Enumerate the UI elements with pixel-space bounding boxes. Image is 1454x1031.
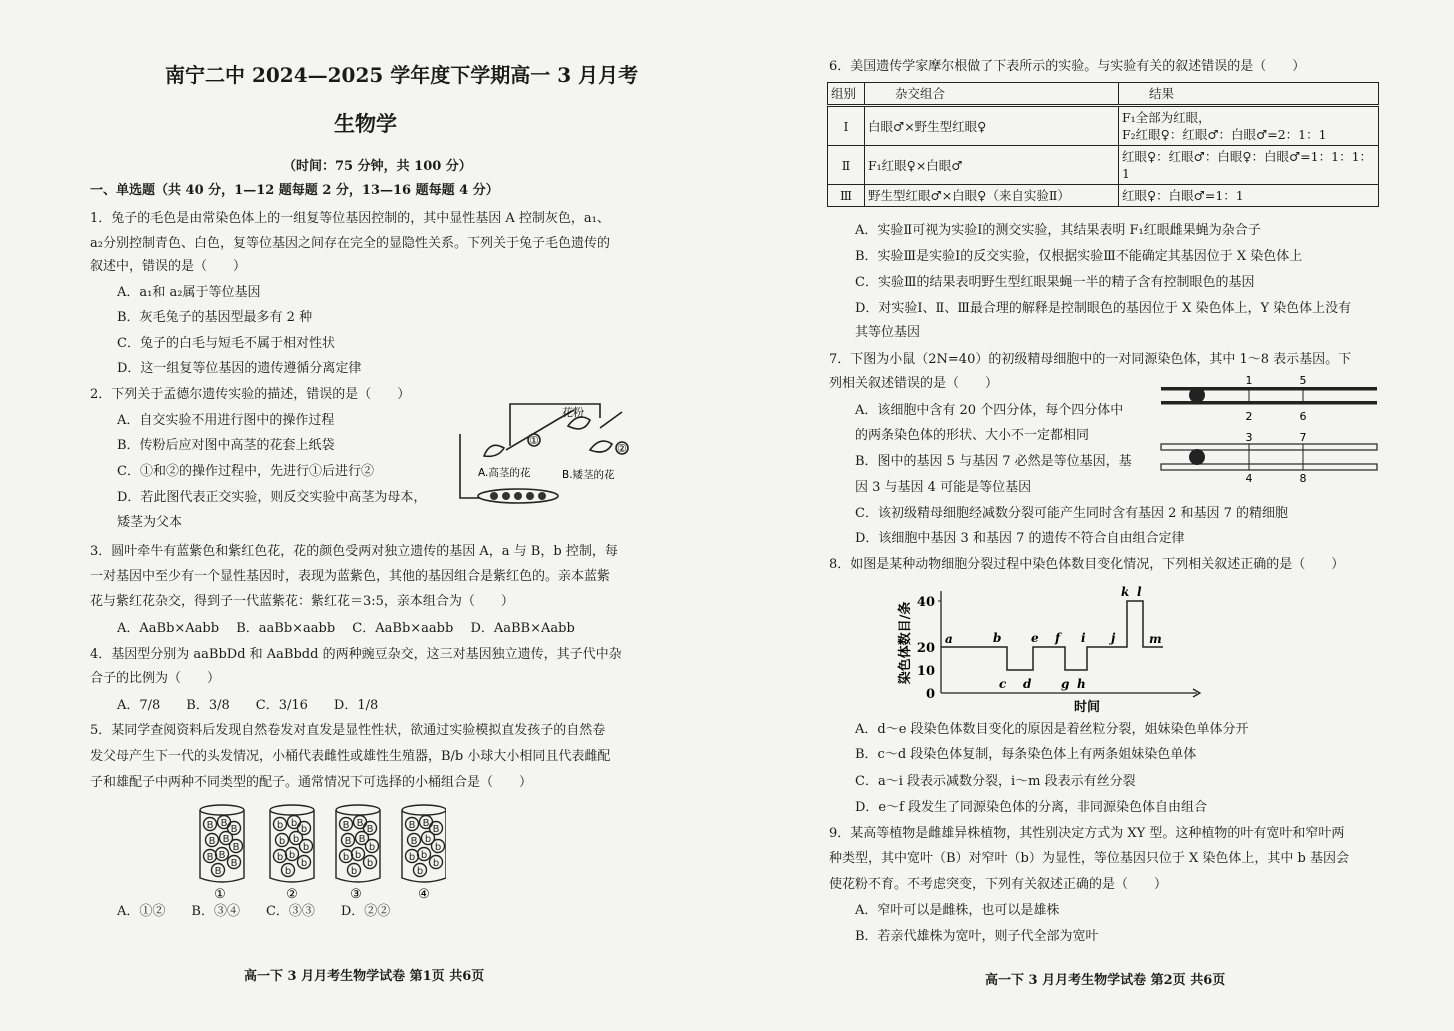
page-1-footer: 高一下 3 月月考生物学试卷 第1页 共6页 <box>244 969 485 984</box>
q6-option-d-line1: D．对实验Ⅰ、Ⅱ、Ⅲ最合理的解释是控制眼色的基因位于 X 染色体上，Y 染色体上没有 <box>855 301 1352 316</box>
q4-stem-line1: 4．基因型分别为 aaBbDd 和 AaBbdd 的两种豌豆杂交，这三对基因独立遗传，其子代中杂 <box>90 647 622 662</box>
ball-label: B <box>344 836 352 847</box>
chromosome-figure <box>1157 373 1387 485</box>
q3-stem-line2: 一对基因中至少有一个显性基因时，表现为蓝紫色，其他的基因组合是紫红色的。亲本蓝紫 <box>90 569 611 584</box>
q1-stem-line2: a₂分别控制青色、白色，复等位基因之间存在完全的显隐性关系。下列关于兔子毛色遗传的 <box>90 236 610 251</box>
y-tick-label: 0 <box>925 687 935 702</box>
gene-7: 7 <box>1299 431 1307 444</box>
point-label-b: b <box>993 631 1002 645</box>
ball-label: b <box>432 858 440 869</box>
q6-option-c: C．实验Ⅲ的结果表明野生型红眼果蝇一半的精子含有控制眼色的基因 <box>855 275 1255 290</box>
q7-option-d: D．该细胞中基因 3 和基因 7 的遗传不符合自由组合定律 <box>855 531 1185 546</box>
q6-table <box>827 82 1379 207</box>
table-row: Ⅰ 白眼♂×野生型红眼♀ F₁全部为红眼， F₂红眼♀：红眼♂：白眼♂=2：1：1 <box>828 106 1379 146</box>
ball-label: B <box>222 834 230 845</box>
q1-stem-line3: 叙述中，错误的是（ ） <box>90 259 247 274</box>
q3-stem-line3: 花与紫红花杂交，得到子一代蓝紫花：紫红花＝3:5，亲本组合为（ ） <box>90 594 514 609</box>
ball-label: B <box>206 852 214 863</box>
q4-options: A．7/8 B．3/8 C．3/16 D．1/8 <box>117 698 379 713</box>
q3-stem-line1: 3．圆叶牵牛有蓝紫色和紫红色花，花的颜色受两对独立遗传的基因 A，a 与 B，b 控制，每 <box>90 544 618 559</box>
q1-option-d: D．这一组复等位基因的遗传遵循分离定律 <box>117 361 362 376</box>
fig-label-b: B.矮茎的花 <box>562 469 615 481</box>
ball-label: b <box>300 858 308 869</box>
chart-series-line <box>941 601 1163 670</box>
ball-label: b <box>342 852 350 863</box>
ball-label: b <box>416 866 424 877</box>
ball-label: B <box>410 836 418 847</box>
q6-option-b: B．实验Ⅲ是实验Ⅰ的反交实验，仅根据实验Ⅲ不能确定其基因位于 X 染色体上 <box>855 249 1303 264</box>
q9-stem-line1: 9．某高等植物是雌雄异株植物，其性别决定方式为 XY 型。这种植物的叶有宽叶和窄叶两 <box>829 826 1345 841</box>
q6-option-d-line2: 其等位基因 <box>855 325 921 340</box>
bucket-label-3: ③ <box>350 887 362 902</box>
ball-label: b <box>276 852 284 863</box>
q6-stem: 6．美国遗传学家摩尔根做了下表所示的实验。与实验有关的叙述错误的是（ ） <box>829 59 1306 74</box>
q2-option-a: A．自交实验不用进行图中的操作过程 <box>117 413 335 428</box>
table-header-result: 结果 <box>1119 83 1379 106</box>
ball-label: B <box>208 836 216 847</box>
page-2-footer: 高一下 3 月月考生物学试卷 第2页 共6页 <box>985 973 1226 988</box>
q6-option-a: A．实验Ⅱ可视为实验Ⅰ的测交实验，其结果表明 F₁红眼雌果蝇为杂合子 <box>855 223 1261 238</box>
chromosome-count-chart <box>897 585 1217 715</box>
q8-stem: 8．如图是某种动物细胞分裂过程中染色体数目变化情况，下列相关叙述正确的是（ ） <box>829 557 1345 572</box>
q1-stem-line1: 1．兔子的毛色是由常染色体上的一组复等位基因控制的，其中显性基因 A 控制灰色，a₁、 <box>90 211 610 226</box>
q4-stem-line2: 合子的比例为（ ） <box>90 671 221 686</box>
q2-stem: 2．下列关于孟德尔遗传实验的描述，错误的是（ ） <box>90 387 411 402</box>
q7-stem-line1: 7．下图为小鼠（2N=40）的初级精母细胞中的一对同源染色体，其中 1～8 表示基因。下 <box>829 352 1352 367</box>
fig-mark-2: ② <box>617 442 627 455</box>
q7-option-b-line1: B．图中的基因 5 与基因 7 必然是等位基因，基 <box>855 454 1132 469</box>
point-label-h: h <box>1077 677 1086 691</box>
q5-stem-line2: 发父母产生下一代的头发情况，小桶代表雌性或雄性生殖器，B/b 小球大小相同且代表雌配 <box>90 749 611 764</box>
gene-5: 5 <box>1299 374 1307 387</box>
ball-label: b <box>420 850 428 861</box>
q5-options: A．①② B．③④ C．③③ D．②② <box>117 904 391 919</box>
table-header-cross: 杂交组合 <box>865 83 1119 106</box>
point-label-j: j <box>1111 631 1116 645</box>
bucket-figure <box>196 800 446 902</box>
point-label-c: c <box>999 677 1007 691</box>
q8-option-d: D．e～f 段发生了同源染色体的分离，非同源染色体自由组合 <box>855 800 1208 815</box>
ball-label: b <box>302 842 310 853</box>
q1-option-a: A．a₁和 a₂属于等位基因 <box>117 285 261 300</box>
ball-label: B <box>214 866 222 877</box>
ball-label: B <box>432 824 440 835</box>
gene-1: 1 <box>1245 374 1253 387</box>
fig-label-pollen: 花粉 <box>562 406 584 419</box>
fig-mark-1: ① <box>529 434 539 447</box>
ball-label: b <box>278 836 286 847</box>
ball-label: B <box>422 818 430 829</box>
ball-label: B <box>358 834 366 845</box>
q7-option-a-line1: A．该细胞中含有 20 个四分体，每个四分体中 <box>855 403 1124 418</box>
point-label-d: d <box>1023 677 1032 691</box>
ball-label: b <box>368 842 376 853</box>
q9-stem-line3: 使花粉不育。不考虑突变，下列有关叙述正确的是（ ） <box>829 877 1168 892</box>
gene-6: 6 <box>1299 410 1307 423</box>
point-label-e: e <box>1031 631 1039 645</box>
ball-label: B <box>220 818 228 829</box>
y-tick-label: 10 <box>916 664 935 679</box>
ball-label: b <box>434 842 442 853</box>
ball-label: B <box>206 820 214 831</box>
exam-title: 南宁二中 2024—2025 学年度下学期高一 3 月月考 <box>165 63 639 87</box>
gene-3: 3 <box>1245 431 1253 444</box>
point-label-a: a <box>945 632 953 646</box>
bucket-label-2: ② <box>286 887 298 902</box>
q5-stem-line3: 子和雄配子中两种不同类型的配子。通常情况下可选择的小桶组合是（ ） <box>90 775 533 790</box>
q1-option-c: C．兔子的白毛与短毛不属于相对性状 <box>117 336 335 351</box>
chart-ylabel: 染色体数目/条 <box>898 601 913 685</box>
ball-label: B <box>232 842 240 853</box>
fig-label-a: A.高茎的花 <box>478 467 531 479</box>
q2-option-d-line1: D．若此图代表正交实验，则反交实验中高茎为母本， <box>117 490 427 505</box>
q2-option-d-line2: 矮茎为父本 <box>117 515 183 530</box>
table-row: Ⅲ 野生型红眼♂×白眼♀（来自实验Ⅱ） 红眼♀：白眼♂=1：1 <box>828 185 1379 207</box>
gene-2: 2 <box>1245 410 1253 423</box>
point-label-m: m <box>1149 632 1162 646</box>
q9-option-a: A．窄叶可以是雌株，也可以是雄株 <box>855 903 1060 918</box>
ball-label: B <box>218 850 226 861</box>
section-heading: 一、单选题（共 40 分，1—12 题每题 2 分，13—16 题每题 4 分） <box>90 183 499 198</box>
point-label-l: l <box>1137 585 1142 599</box>
ball-label: b <box>292 834 300 845</box>
y-tick-label: 40 <box>916 595 935 610</box>
ball-label: b <box>424 834 432 845</box>
q7-option-c: C．该初级精母细胞经减数分裂可能产生同时含有基因 2 和基因 7 的精细胞 <box>855 506 1289 521</box>
q7-stem-line2: 列相关叙述错误的是（ ） <box>829 376 999 391</box>
q8-option-c: C．a～i 段表示减数分裂，i～m 段表示有丝分裂 <box>855 774 1136 789</box>
ball-label: b <box>284 866 292 877</box>
ball-label: b <box>290 818 298 829</box>
point-label-g: g <box>1061 677 1070 691</box>
ball-label: b <box>354 850 362 861</box>
ball-label: b <box>276 820 284 831</box>
q5-stem-line1: 5．某同学查阅资料后发现自然卷发对直发是显性性状，欲通过实验模拟直发孩子的自然卷 <box>90 723 606 738</box>
bucket-label-4: ④ <box>418 887 430 902</box>
q8-option-b: B．c～d 段染色体复制，每条染色体上有两条姐妹染色单体 <box>855 747 1197 762</box>
ball-label: b <box>408 852 416 863</box>
q8-option-a: A．d～e 段染色体数目变化的原因是着丝粒分裂，姐妹染色单体分开 <box>855 722 1249 737</box>
gene-8: 8 <box>1299 472 1307 485</box>
ball-label: B <box>356 818 364 829</box>
chart-xlabel: 时间 <box>1073 700 1101 715</box>
point-label-f: f <box>1055 631 1061 645</box>
q9-option-b: B．若亲代雄株为宽叶，则子代全部为宽叶 <box>855 929 1099 944</box>
point-label-k: k <box>1121 585 1130 599</box>
pollination-figure <box>450 398 650 506</box>
ball-label: B <box>408 820 416 831</box>
q1-option-b: B．灰毛兔子的基因型最多有 2 种 <box>117 310 313 325</box>
ball-label: b <box>300 824 308 835</box>
y-tick-label: 20 <box>916 641 935 656</box>
q2-option-c: C．①和②的操作过程中，先进行①后进行② <box>117 464 374 479</box>
q9-stem-line2: 种类型，其中宽叶（B）对窄叶（b）为显性，等位基因只位于 X 染色体上，其中 b 基因会 <box>829 851 1349 866</box>
subject-title: 生物学 <box>334 111 397 136</box>
q7-option-b-line2: 因 3 与基因 4 可能是等位基因 <box>855 480 1032 495</box>
ball-label: B <box>342 820 350 831</box>
point-label-i: i <box>1081 631 1086 645</box>
table-header-group: 组别 <box>828 83 865 106</box>
q7-option-a-line2: 的两条染色体的形状、大小不一定都相同 <box>855 428 1090 443</box>
q3-options: A．AaBb×Aabb B．aaBb×aabb C．AaBb×aabb D．AaBB×Aabb <box>117 621 575 636</box>
page-2 <box>727 0 1454 1031</box>
ball-label: b <box>350 866 358 877</box>
time-info: （时间：75 分钟，共 100 分） <box>283 159 472 174</box>
ball-label: B <box>366 824 374 835</box>
ball-label: b <box>366 858 374 869</box>
ball-label: B <box>230 858 238 869</box>
table-row: Ⅱ F₁红眼♀×白眼♂ 红眼♀：红眼♂：白眼♀：白眼♂=1：1：1：1 <box>828 146 1379 185</box>
q2-option-b: B．传粉后应对图中高茎的花套上纸袋 <box>117 438 335 453</box>
bucket-label-1: ① <box>214 887 226 902</box>
ball-label: B <box>230 824 238 835</box>
ball-label: b <box>288 850 296 861</box>
gene-4: 4 <box>1245 472 1253 485</box>
